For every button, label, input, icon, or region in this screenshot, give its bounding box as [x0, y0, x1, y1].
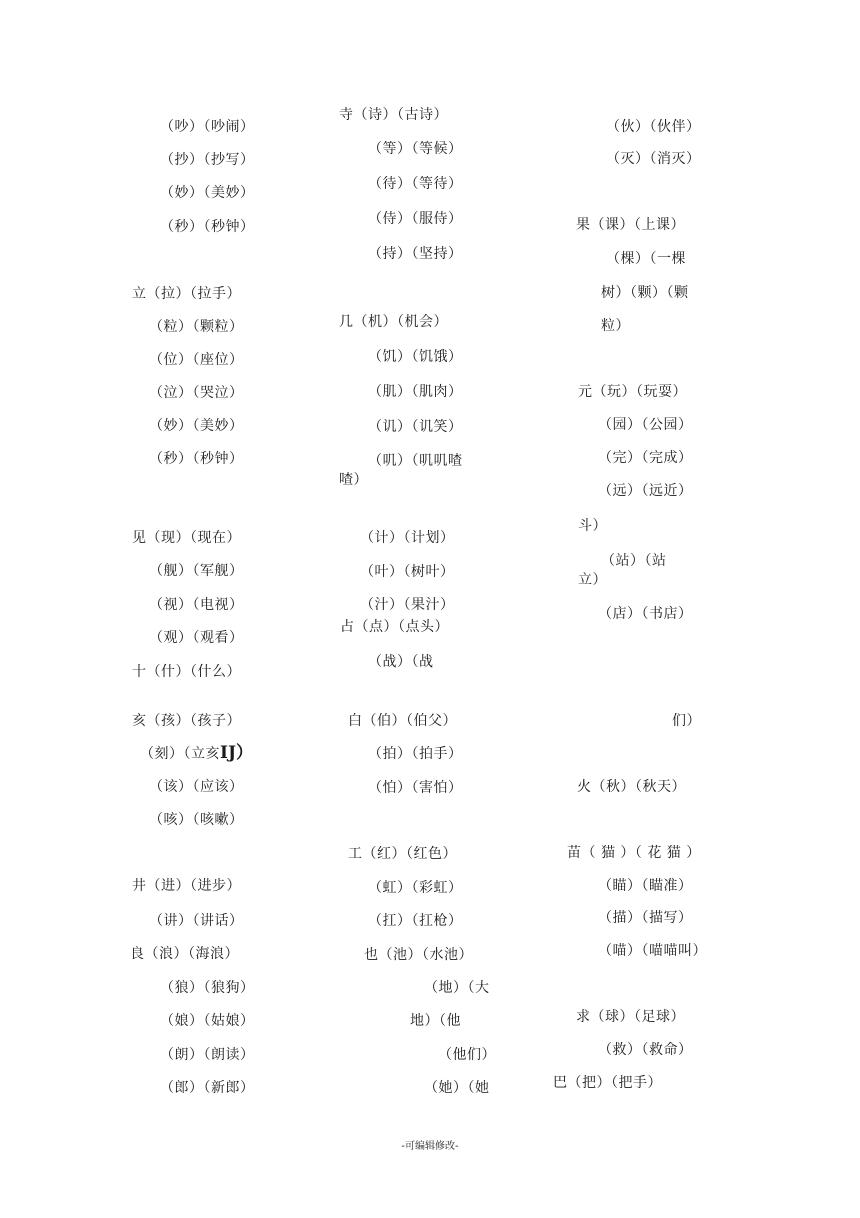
col1-line-16: 亥（孩）（孩子） [132, 713, 241, 729]
col1-line-26: （郎）（新郎） [160, 1080, 255, 1096]
col2-line-20: 工（红）（红色） [348, 846, 457, 862]
col3-line-4: （棵）（一棵 [606, 251, 686, 267]
col2-line-5: （持）（坚持） [368, 246, 463, 262]
col1-line-6: （粒）（颗粒） [149, 319, 244, 335]
col1-line-15: 十（什）（什么） [132, 664, 241, 680]
col1-line-12: （舰）（军舰） [149, 563, 244, 579]
col2-line-12: （计）（计划） [360, 530, 455, 546]
col1-line-8: （泣）（哭泣） [149, 385, 244, 401]
col2-line-10: （叽）（叽叽喳 [368, 453, 463, 469]
col3-line-22: （救）（救命） [598, 1042, 693, 1058]
col2-line-22: （扛）（扛枪） [368, 913, 463, 929]
col1-line-9: （妙）（美妙） [149, 418, 244, 434]
col3-line-8: （园）（公园） [598, 417, 693, 433]
col3-line-12: （站）（站 [601, 553, 667, 569]
col1-line-22: 良（浪）（海浪） [130, 946, 239, 962]
col2-line-7: （饥）（饥饿） [368, 349, 463, 365]
col1-line-20: 井（进）（进步） [132, 878, 241, 894]
col1-line-21: （讲）（讲话） [149, 913, 244, 929]
page-footer: -可编辑修改- [401, 1141, 459, 1152]
col1-line-13: （视）（电视） [149, 597, 244, 613]
col3-line-14: （店）（书店） [598, 606, 693, 622]
col2-line-26: （他们） [438, 1047, 496, 1063]
col2-line-16: （战）（战 [368, 654, 434, 670]
col2-line-15: 占（点）（点头） [340, 619, 449, 635]
col3-line-18: （瞄）（瞄准） [598, 878, 693, 894]
col1-line-17 [140, 744, 253, 763]
col2-line-19: （怕）（害怕） [368, 780, 463, 796]
col2-line-3: （待）（等待） [368, 176, 463, 192]
col3-line-2: （灭）（消灭） [606, 151, 701, 167]
col3-line-19: （描）（描写） [598, 910, 693, 926]
col3-line-16: 火（秋）（秋天） [577, 779, 686, 795]
col1-line-11: 见（现）（现在） [132, 530, 241, 546]
col2-line-23: 也（池）（水池） [364, 947, 473, 963]
col3-line-6: 粒） [601, 318, 630, 334]
col3-line-1: （伙）（伙伴） [606, 119, 701, 135]
col1-line-2: （抄）（抄写） [160, 152, 255, 168]
col3-line-23: 巴（把）（把手） [553, 1075, 662, 1091]
col3-line-15: 们） [672, 713, 701, 729]
col2-line-21: （虹）（彩虹） [368, 880, 463, 896]
col3-line-3: 果（课）（上课） [576, 217, 685, 233]
col2-line-27: （她）（她 [424, 1080, 490, 1096]
col1-line-18: （该）（应该） [149, 779, 244, 795]
col3-line-13: 立） [578, 572, 607, 588]
col2-line-11: 喳） [339, 472, 368, 488]
col1-line-5: 立（拉）（拉手） [132, 286, 241, 302]
col3-line-10: （远）（远近） [598, 483, 693, 499]
col1-line-23: （狼）（狼狗） [160, 980, 255, 996]
col1-line-25: （朗）（朗读） [160, 1047, 255, 1063]
col1-line-4: （秒）（秒钟） [160, 219, 255, 235]
col2-line-25: 地）（他 [410, 1013, 461, 1029]
col2-line-17: 白（伯）（伯父） [348, 713, 457, 729]
col2-line-1: 寺（诗）（古诗） [339, 107, 448, 123]
col1-line-1: （吵）（吵闹） [160, 119, 255, 135]
col2-line-14: （汁）（果汁） [360, 597, 455, 613]
col1-line-14: （观）（观看） [149, 630, 244, 646]
col1-line-24: （娘）（姑娘） [160, 1013, 255, 1029]
col3-line-17: 苗（ 猫 ）（ 花 猫 ） [567, 845, 701, 861]
col3-line-9: （完）（完成） [598, 450, 693, 466]
col1-line-19: （咳）（咳嗽） [149, 812, 244, 828]
col2-line-8: （肌）（肌肉） [368, 384, 463, 400]
col3-line-5: 树）（颗）（颗 [601, 285, 689, 301]
col2-line-18: （拍）（拍手） [368, 746, 463, 762]
col2-line-4: （侍）（服侍） [368, 211, 463, 227]
col1-line-3: （妙）（美妙） [160, 185, 255, 201]
col1-line-17-text: （刻）（立亥 [140, 746, 220, 762]
col2-line-24: （地）（大 [424, 980, 490, 996]
col3-line-21: 求（球）（足球） [576, 1009, 685, 1025]
col1-line-10: （秒）（秒钟） [149, 451, 244, 467]
col3-line-11: 斗） [578, 518, 607, 534]
col3-line-20: （喵）（喵喵叫） [598, 943, 707, 959]
col2-line-6: 几（机）（机会） [339, 314, 448, 330]
col3-line-7: 元（玩）（玩耍） [578, 384, 687, 400]
col2-line-13: （叶）（树叶） [360, 564, 455, 580]
col1-line-7: （位）（座位） [149, 352, 244, 368]
col2-line-9: （讥）（讥笑） [368, 419, 463, 435]
col1-line-17-glyph: IJ） [220, 743, 253, 763]
col2-line-2: （等）（等候） [368, 141, 463, 157]
